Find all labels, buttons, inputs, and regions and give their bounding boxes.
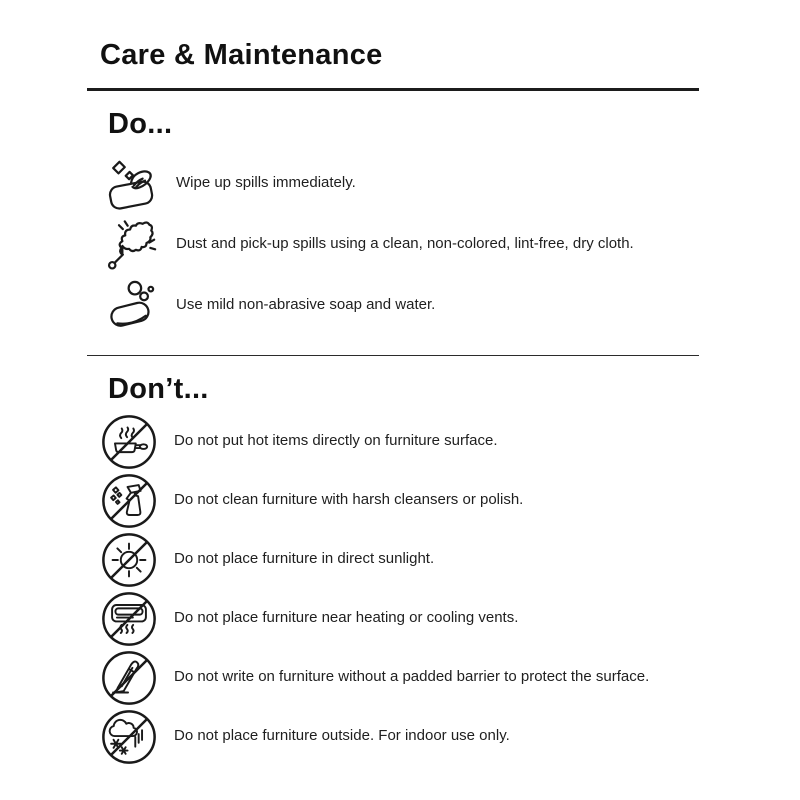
dont-item-writing bbox=[87, 648, 699, 707]
dont-heading: Don’t... bbox=[108, 373, 209, 405]
dont-item-text: Do not put hot items directly on furniture surface. bbox=[174, 432, 498, 450]
section-divider bbox=[87, 355, 699, 356]
wipe-hand-icon bbox=[105, 157, 159, 211]
dont-item-cleansers bbox=[87, 471, 699, 530]
do-list bbox=[87, 153, 699, 336]
do-item-dust bbox=[87, 214, 699, 275]
do-item-text: Wipe up spills immediately. bbox=[176, 174, 356, 192]
do-item-wipe bbox=[87, 153, 699, 214]
do-section bbox=[87, 110, 699, 336]
document-content bbox=[87, 0, 699, 766]
dont-item-text: Do not place furniture near heating or cooling vents. bbox=[174, 609, 519, 627]
no-sunlight-icon bbox=[100, 531, 158, 589]
soap-icon bbox=[105, 279, 159, 333]
page-title: Care & Maintenance bbox=[100, 39, 383, 71]
no-vents-icon bbox=[100, 590, 158, 648]
do-item-soap bbox=[87, 275, 699, 336]
do-heading: Do... bbox=[108, 108, 173, 140]
no-writing-icon bbox=[100, 649, 158, 707]
dont-item-hot bbox=[87, 412, 699, 471]
title-divider bbox=[87, 88, 699, 91]
no-hot-items-icon bbox=[100, 413, 158, 471]
no-outdoor-icon bbox=[100, 708, 158, 766]
dont-item-text: Do not place furniture outside. For indoor use only. bbox=[174, 727, 510, 745]
do-item-text: Dust and pick-up spills using a clean, non-colored, lint-free, dry cloth. bbox=[176, 235, 634, 253]
dont-item-text: Do not write on furniture without a padded barrier to protect the surface. bbox=[174, 668, 650, 686]
dont-item-outdoor bbox=[87, 707, 699, 766]
do-item-text: Use mild non-abrasive soap and water. bbox=[176, 296, 436, 314]
no-cleansers-icon bbox=[100, 472, 158, 530]
dont-section bbox=[87, 375, 699, 766]
dont-item-text: Do not clean furniture with harsh cleansers or polish. bbox=[174, 491, 524, 509]
duster-icon bbox=[105, 218, 159, 272]
dont-item-vents bbox=[87, 589, 699, 648]
dont-list bbox=[87, 412, 699, 766]
dont-item-text: Do not place furniture in direct sunlight. bbox=[174, 550, 435, 568]
dont-item-sunlight bbox=[87, 530, 699, 589]
